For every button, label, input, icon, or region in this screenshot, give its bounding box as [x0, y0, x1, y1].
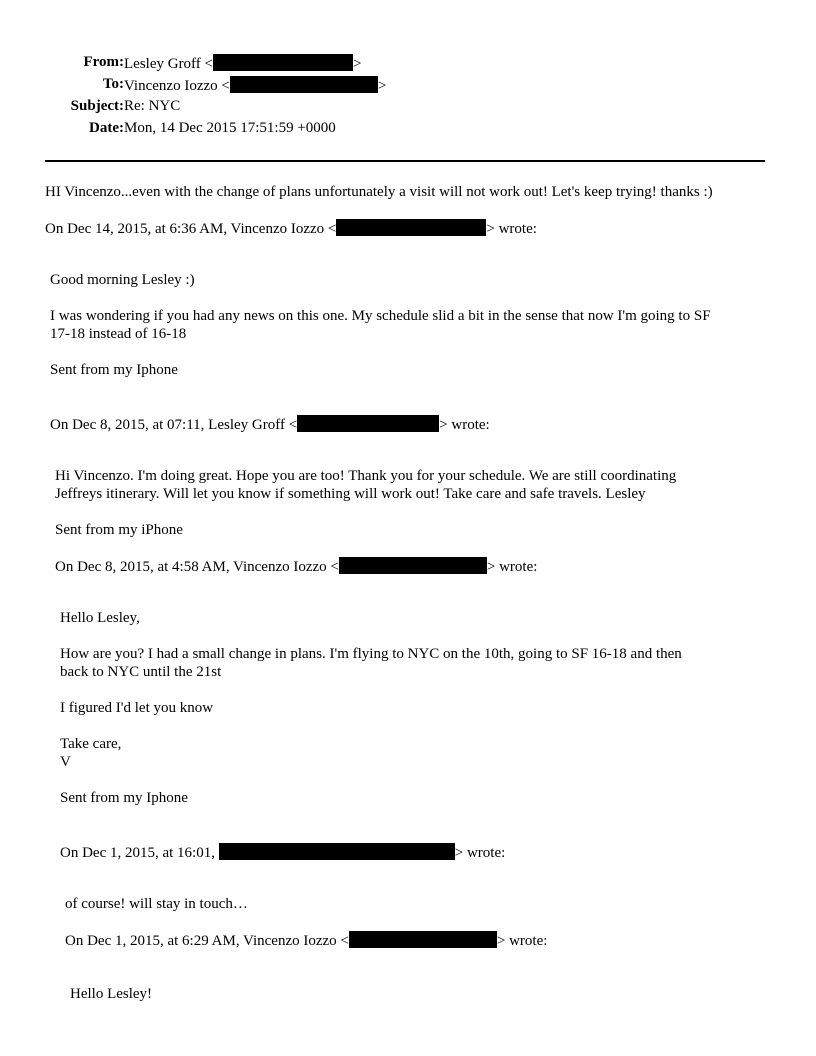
- quote-body-line: back to NYC until the 21st: [60, 664, 222, 680]
- from-name: Lesley Groff <: [124, 56, 213, 72]
- quote-intro-text: On Dec 1, 2015, at 16:01,: [60, 845, 215, 861]
- to-name: Vincenzo Iozzo <: [124, 78, 230, 94]
- quote-greeting: Hello Lesley,: [60, 610, 140, 626]
- quote-intro-wrote: > wrote:: [439, 417, 490, 433]
- date-label: Date:: [89, 120, 124, 136]
- redaction-bar: [297, 415, 439, 432]
- quote-signoff: V: [60, 754, 71, 770]
- quote-body-line: of course! will stay in touch…: [65, 896, 248, 912]
- from-label: From:: [83, 54, 124, 70]
- quote-intro: [50, 415, 490, 434]
- quote-body-line: 17-18 instead of 16-18: [50, 326, 187, 342]
- quote-intro-text: On Dec 14, 2015, at 6:36 AM, Vincenzo Iozzo <: [45, 221, 337, 237]
- quote-intro-text: On Dec 8, 2015, at 4:58 AM, Vincenzo Iozzo <: [55, 559, 339, 575]
- quote-signature: Sent from my iPhone: [55, 522, 183, 538]
- quote-signature: Sent from my Iphone: [60, 790, 188, 806]
- quote-intro: [55, 557, 537, 576]
- reply-text: HI Vincenzo...even with the change of plans unfortunately a visit will not work out! Let's keep trying! thanks :): [45, 184, 713, 200]
- quote-greeting: Hello Lesley!: [70, 986, 153, 1002]
- to-value: [124, 76, 386, 95]
- quote-signoff: Take care,: [60, 736, 122, 752]
- redaction-bar: [219, 843, 455, 860]
- quote-intro-wrote: > wrote:: [486, 221, 537, 237]
- quote-intro-wrote: > wrote:: [496, 933, 548, 949]
- header-divider: [45, 160, 765, 162]
- from-close: >: [353, 56, 362, 72]
- quote-intro-wrote: > wrote:: [486, 559, 538, 575]
- redaction-bar: [336, 219, 486, 236]
- quote-intro-text: On Dec 8, 2015, at 07:11, Lesley Groff <: [50, 417, 298, 433]
- subject-value: Re: NYC: [124, 98, 181, 114]
- quote-body-line: Jeffreys itinerary. Will let you know if something will work out! Take care and safe travels. Lesley: [55, 486, 646, 502]
- date-value: Mon, 14 Dec 2015 17:51:59 +0000: [124, 120, 336, 136]
- redaction-bar: [213, 54, 353, 71]
- quote-body-line: I figured I'd let you know: [60, 700, 214, 716]
- quote-intro: [65, 931, 547, 950]
- to-label: To:: [102, 76, 124, 92]
- quote-intro: [60, 843, 505, 862]
- subject-label: Subject:: [70, 98, 124, 114]
- quote-body-line: I was wondering if you had any news on this one. My schedule slid a bit in the sense that now I'm going to SF: [50, 308, 711, 324]
- to-close: >: [377, 78, 387, 94]
- quote-body-line: How are you? I had a small change in plans. I'm flying to NYC on the 10th, going to SF 16-18 and then: [60, 646, 682, 662]
- quote-intro-wrote: > wrote:: [454, 845, 506, 861]
- quote-greeting: Good morning Lesley :): [50, 272, 195, 288]
- redaction-bar: [230, 76, 378, 93]
- from-value: [124, 54, 361, 73]
- quote-intro-text: On Dec 1, 2015, at 6:29 AM, Vincenzo Iozzo <: [65, 933, 349, 949]
- redaction-bar: [349, 931, 497, 948]
- quote-intro: [45, 219, 537, 238]
- quote-body-line: Hi Vincenzo. I'm doing great. Hope you are too! Thank you for your schedule. We are still coordinating: [55, 468, 677, 484]
- quote-signature: Sent from my Iphone: [50, 362, 178, 378]
- redaction-bar: [339, 557, 487, 574]
